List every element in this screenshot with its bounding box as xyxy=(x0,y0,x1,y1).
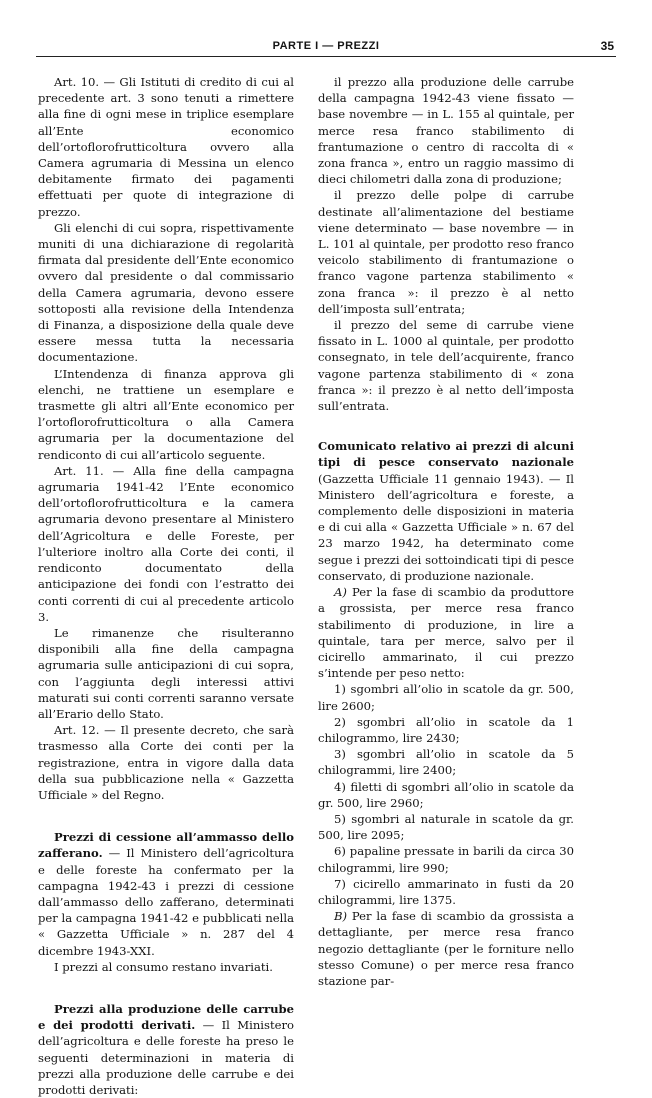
section-a-label: A) xyxy=(334,585,347,600)
carrube-text: — Il Ministero dell’agricoltura e delle foreste ha preso le seguenti determinazioni in materia di prezzi alla produzione delle carrube e dei prodotti derivati: xyxy=(38,1018,294,1097)
section-b-label: B) xyxy=(334,909,348,924)
list-item: 2) sgombri all’olio in scatole da 1 chilogrammo, lire 2430; xyxy=(318,714,574,745)
paragraph-polpe: il prezzo delle polpe di carrube destinate all’alimentazione del bestiame viene determinato — base novembre — in L. 101 al quintale, per prodotto reso franco veicolo stabilimento di frantumazione o franco vagone partenza stabilimento « zona franca »: il prezzo è al netto dell’imposta sull’entrata; xyxy=(318,188,574,316)
article-12-text: — Il presente decreto, che sarà trasmesso alla Corte dei conti per la registrazione, entra in vigore dalla data della sua pubblicazione nella « Gazzetta Ufficiale » del Regno. xyxy=(38,723,294,802)
article-11 xyxy=(38,463,294,625)
list-item: 6) papaline pressate in barili da circa 30 chilogrammi, lire 990; xyxy=(318,844,574,875)
carrube-title: Prezzi alla produzione delle carrube e dei prodotti derivati. xyxy=(38,1001,294,1033)
paragraph-seme: il prezzo del seme di carrube viene fissato in L. 1000 al quintale, per prodotto consegnato, in tele dell’acquirente, franco vagone partenza stabilimento di « zona franca »: il prezzo è al netto dell’imposta sull’entrata. xyxy=(318,318,574,414)
section-a-text: Per la fase di scambio da produttore a grossista, per merce resa franco stabilimento di produzione, in lire a quintale, tara per merce, salvo per il cicirello ammarinato, il cui prezzo s’intende per peso netto: xyxy=(318,585,574,681)
list-item: 3) sgombri all’olio in scatole da 5 chilogrammi, lire 2400; xyxy=(318,747,574,778)
pesce-section xyxy=(318,438,574,584)
pesce-text: (Gazzetta Ufficiale 11 gennaio 1943). — Il Ministero dell’agricoltura e foreste, a complemento delle disposizioni in materia e di cui alla « Gazzetta Ufficiale » n. 67 del 23 marzo 1942, ha determinato come segue i prezzi dei sottoindicati tipi di pesce conservato, di produzione nazionale. xyxy=(318,471,574,583)
page-number: 35 xyxy=(600,39,614,53)
list-item: 1) sgombri all’olio in scatole da gr. 500, lire 2600; xyxy=(318,682,574,713)
pesce-title: Comunicato relativo ai prezzi di alcuni tipi di pesce conservato nazionale xyxy=(318,439,574,470)
article-12-label: Art. 12. xyxy=(54,723,100,738)
section-a xyxy=(318,584,574,681)
article-10-text: — Gli Istituti di credito di cui al precedente art. 3 sono tenuti a rimettere alla fine di ogni mese in triplice esemplare all’Ente economico dell’ortoflorofrutticoltura ovvero alla Camera agrumaria di Messina un elenco debitamente firmato dei pagamenti effettuati per quote di integrazione di prezzo. xyxy=(38,75,294,219)
article-12 xyxy=(38,722,294,803)
article-10 xyxy=(38,74,294,220)
paragraph-intendenza: L’Intendenza di finanza approva gli elenchi, ne trattiene un esemplare e trasmette gli altri all’Ente economico per l’ortoflorofrutticoltura o alla Camera agrumaria per la documentazione del rendiconto di cui all’articolo seguente. xyxy=(38,366,294,462)
right-column xyxy=(318,74,574,989)
list-item: 7) cicirello ammarinato in fusti da 20 chilogrammi, lire 1375. xyxy=(318,876,574,907)
running-head: PARTE I — PREZZI xyxy=(272,40,380,52)
paragraph-carrube-price: il prezzo alla produzione delle carrube della campagna 1942-43 viene fissato — base novembre — in L. 155 al quintale, per merce resa franco stabilimento di frantumazione o centro di raccolta di « zona franca », entro un raggio massimo di dieci chilometri dalla zona di produzione; xyxy=(318,75,574,187)
paragraph-consumo: I prezzi al consumo restano invariati. xyxy=(54,959,273,974)
list-item: 5) sgombri al naturale in scatole da gr. 500, lire 2095; xyxy=(318,811,574,843)
zafferano-text: — Il Ministero dell’agricoltura e delle foreste ha confermato per la campagna 1942-43 i prezzi di cessione dall’ammasso dello zafferano, determinati per la campagna 1941-42 e pubblicati nella « Gazzetta Ufficiale » n. 287 del 4 dicembre 1943-XXI. xyxy=(38,846,294,958)
carrube-section xyxy=(38,1001,294,1098)
page-header xyxy=(36,34,616,57)
paragraph-rimanenze: Le rimanenze che risulteranno disponibili alla fine della campagna agrumaria sulle anticipazioni di cui sopra, con l’aggiunta degli interessi attivi maturati sui conti correnti saranno versate all’Erario dello Stato. xyxy=(38,625,294,721)
article-10-label: Art. 10. xyxy=(54,75,100,89)
article-11-label: Art. 11. xyxy=(54,463,104,478)
left-column xyxy=(38,74,294,1098)
zafferano-section xyxy=(38,829,294,959)
article-11-text: — Alla fine della campagna agrumaria 1941-42 l’Ente economico dell’ortoflorofrutticoltura e la camera agrumaria devono presentare al Ministero dell’Agricoltura e delle Foreste, per l’ulteriore inoltro alla Corte dei conti, il rendiconto documentato della anticipazione dei fondi con l’estratto dei conti correnti di cui al precedente articolo 3. xyxy=(38,463,294,624)
list-item: 4) filetti di sgombri all’olio in scatole da gr. 500, lire 2960; xyxy=(318,779,574,810)
paragraph-elenchi: Gli elenchi di cui sopra, rispettivamente muniti di una dichiarazione di regolarità firmata dal presidente dell’Ente economico ovvero dal presidente o dal commissario della Camera agrumaria, devono essere sottoposti alla revisione della Intendenza di Finanza, a disposizione della quale deve essere messa tutta la necessaria documentazione. xyxy=(38,220,294,365)
section-b xyxy=(318,908,574,989)
section-b-text: Per la fase di scambio da grossista a dettagliante, per merce resa franco negozio dettagliante (per le forniture nello stesso Comune) o per merce resa franco stazione par- xyxy=(318,909,574,988)
zafferano-title: Prezzi di cessione all’ammasso dello zafferano. xyxy=(38,830,294,861)
